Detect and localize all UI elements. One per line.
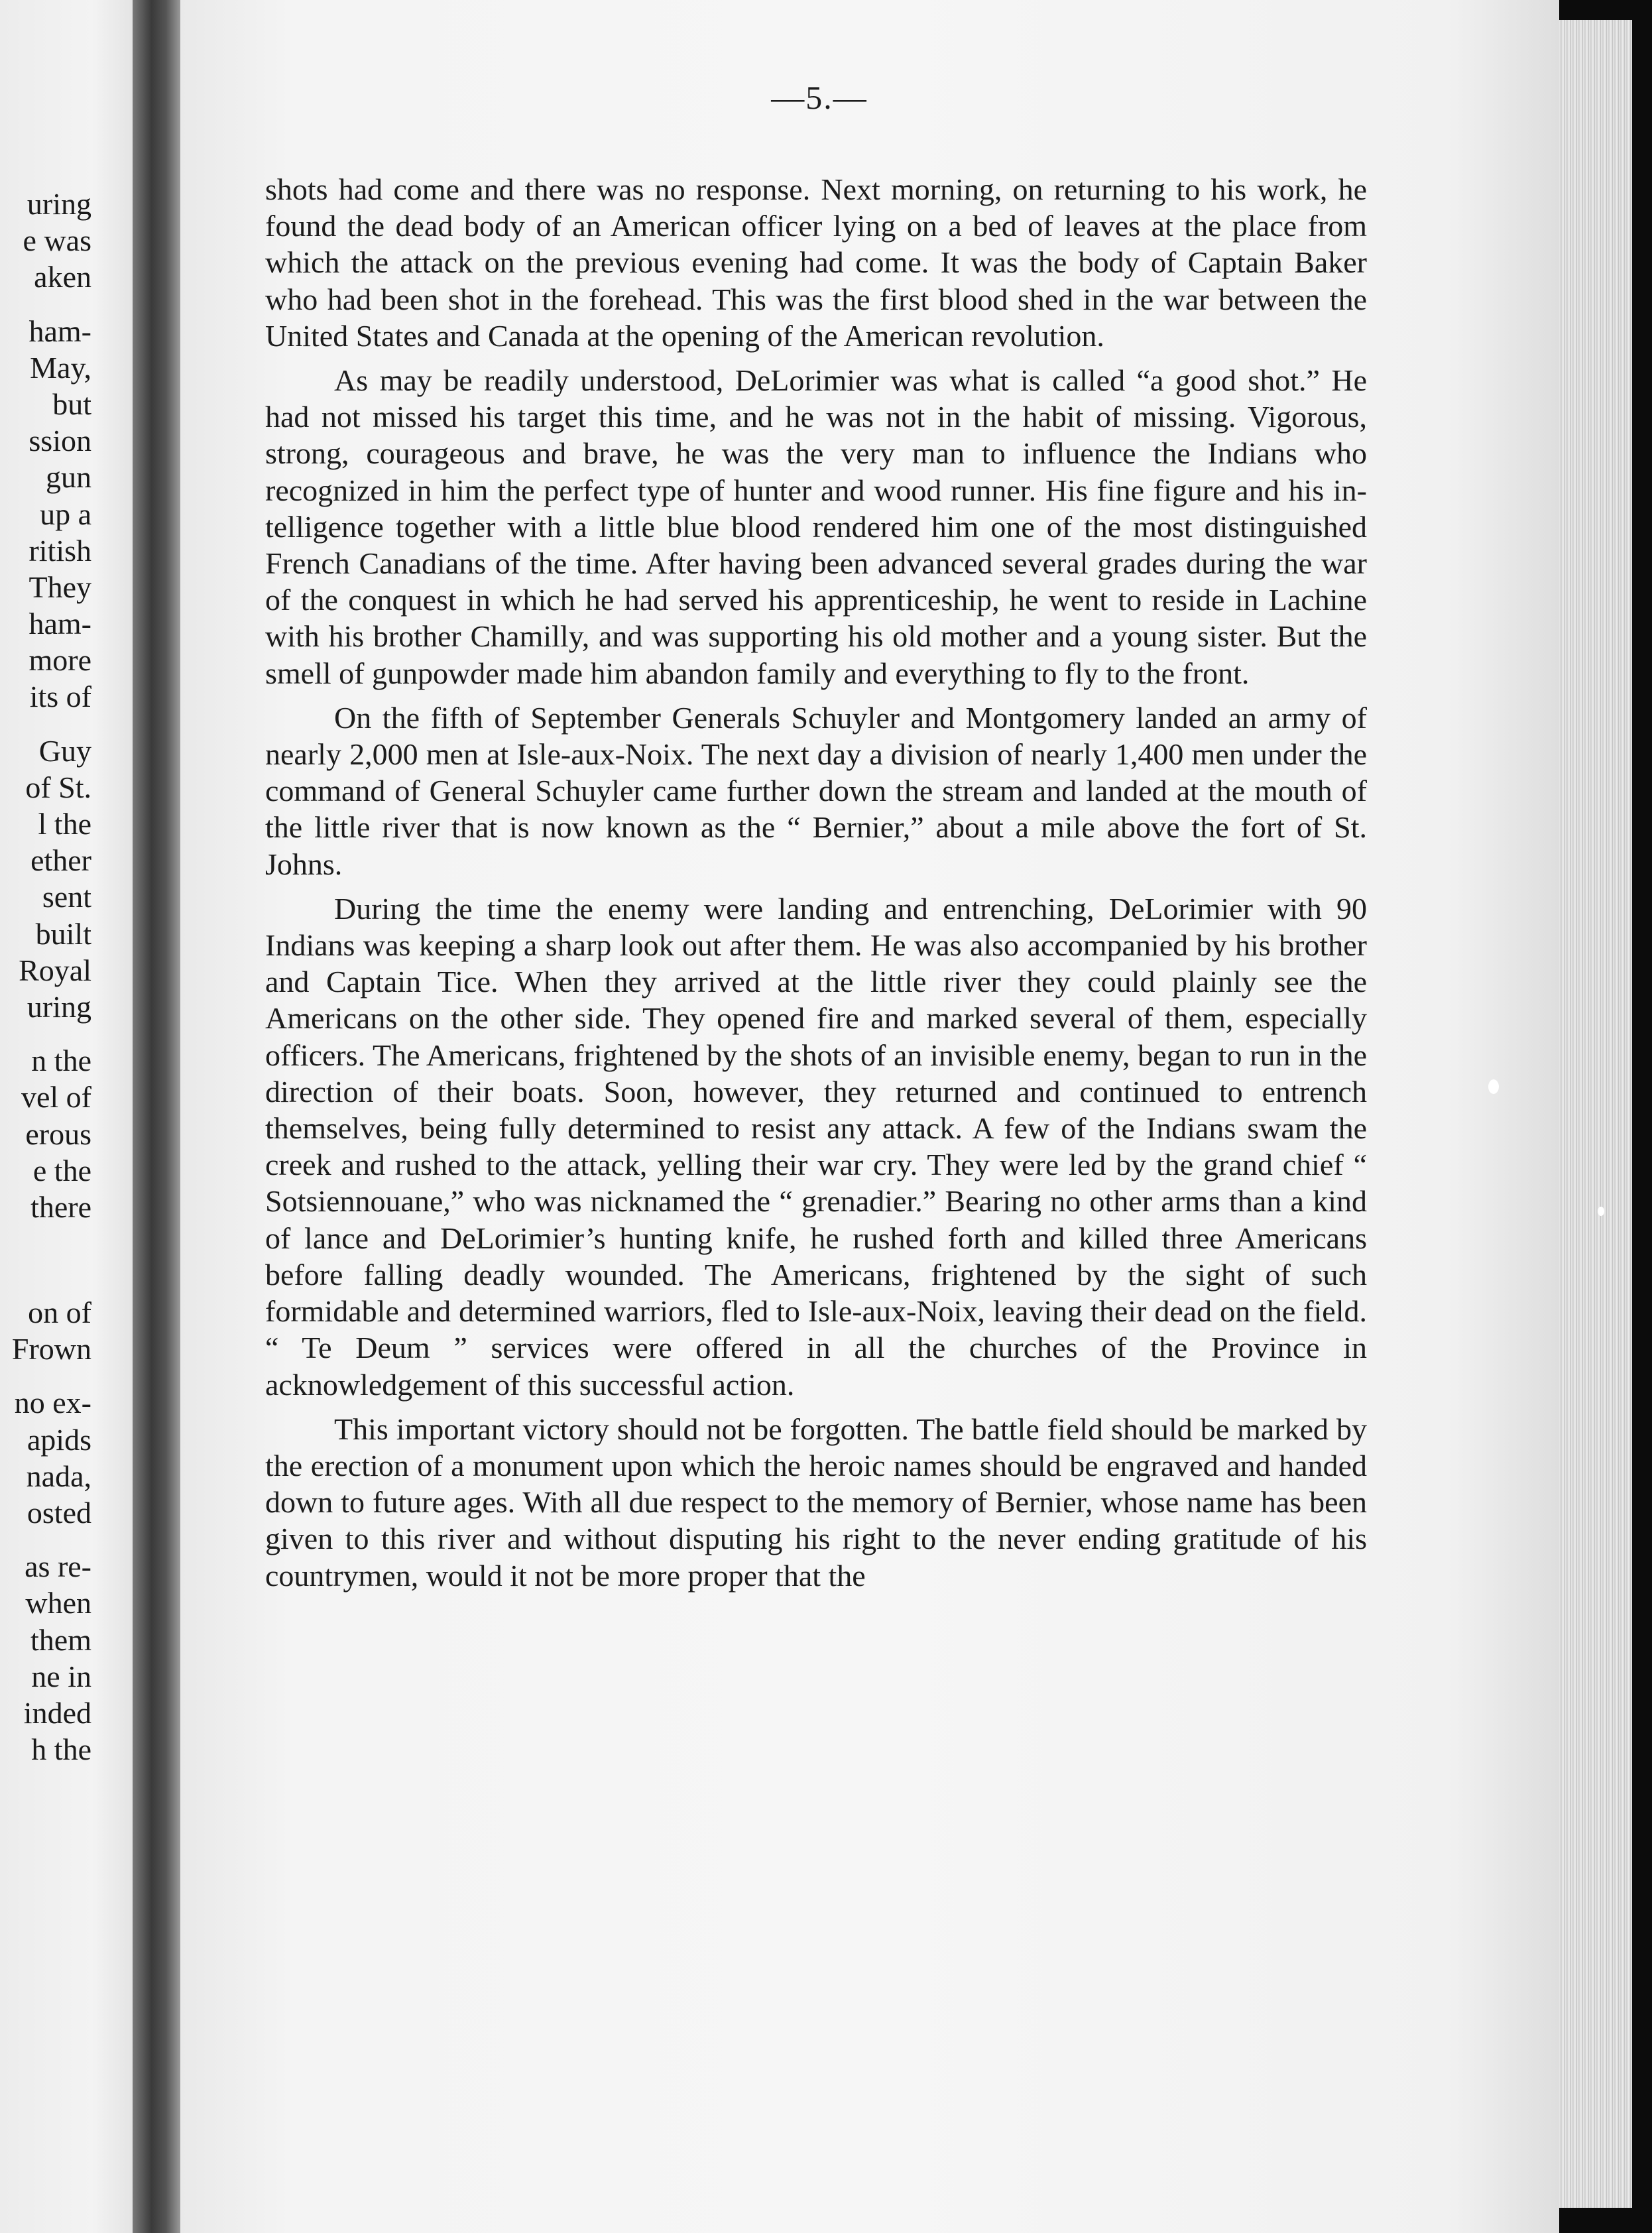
facing-page-line: aken bbox=[34, 260, 91, 294]
facing-page-line: sent bbox=[42, 880, 91, 914]
facing-page-line: uring bbox=[27, 989, 91, 1024]
paragraph-2: As may be readily understood, DeLorimier was what is called “a good shot.” He had not missed his target this time, and he was not in the habit of missing. Vigorous, strong, courageous and brave, he was the very man to influence the Indians who recognized in him the perfect type of hunter and wood runner. His fine figure and his intelligence together with a little blue blood rendered him one of the most distinguished French Canadians of the time. After having been advanced several grades during the war of the conquest in which he had served his apprenticeship, he went to reside in Lachine with his brother Chamilly, and was supporting his old mother and a young sister. But the smell of gunpowder made him abandon family and everything to fly to the front. bbox=[265, 363, 1367, 690]
facing-page-line: its of bbox=[29, 680, 91, 714]
scan-speck bbox=[1598, 1207, 1604, 1216]
facing-page-line: ether bbox=[30, 843, 91, 878]
facing-page-line: osted bbox=[27, 1496, 91, 1530]
facing-page-line: ham- bbox=[29, 314, 91, 348]
facing-page-line: ssion bbox=[29, 424, 91, 458]
facing-page-line: May, bbox=[30, 350, 91, 385]
facing-page-line: vel of bbox=[21, 1080, 91, 1115]
facing-page-line: h the bbox=[31, 1732, 91, 1767]
facing-page-line: built bbox=[35, 916, 91, 951]
facing-page-line: inded bbox=[23, 1695, 91, 1730]
page-number: —5.— bbox=[771, 79, 868, 116]
facing-page-line bbox=[0, 1225, 91, 1242]
facing-page-line bbox=[0, 1367, 91, 1384]
paragraph-4: During the time the enemy were landing and entrenching, DeLorimier with 90 Indians was keeping a sharp look out after them. He was also accompanied by his brother and Captain Tice. When they arrived at the little river they could plainly see the Americans on the other side. They opened fire and marked several of them, especially officers. The Americans, frightened by the shots of an invisible enemy, began to run in the direction of their boats. Soon, however, they returned and continued to entrench themselves, being fully determined to resist any attack. A few of the Indians swam the creek and rushed to the attack, yelling their war cry. They were led by the grand chief “ Sotsiennouane,” who was nicknamed the “ grenadier.” Bearing no other arms than a kind of lance and DeLorimier’s hunting knife, he rushed forth and killed three Americans before falling deadly wounded. The Americans, frightened by the sight of such formidable and determined warriors, fled to Isle-aux-Noix, leaving their dead on the field. “ Te Deum ” services were offered in all the churches of the Province in acknowledgement of this successful action. bbox=[265, 891, 1367, 1402]
facing-page-line: l the bbox=[38, 807, 91, 841]
page-edges bbox=[1559, 20, 1632, 2208]
facing-page-line: when bbox=[25, 1586, 91, 1620]
facing-page-line bbox=[0, 1531, 91, 1548]
facing-page-line: gun bbox=[46, 460, 91, 495]
facing-page-line: e was bbox=[23, 223, 91, 258]
facing-page-line bbox=[0, 1260, 91, 1277]
facing-page-line: Guy bbox=[38, 733, 91, 768]
facing-page-line: erous bbox=[25, 1116, 91, 1151]
facing-page-line: as re- bbox=[25, 1549, 91, 1584]
scan-speck bbox=[1488, 1079, 1499, 1094]
facing-page-line bbox=[0, 1242, 91, 1260]
facing-page-line bbox=[0, 1025, 91, 1042]
facing-page-line: ritish bbox=[29, 533, 91, 568]
facing-page-line: They bbox=[29, 570, 91, 604]
facing-page-line: n the bbox=[31, 1044, 91, 1078]
facing-page-line: on of bbox=[28, 1296, 91, 1330]
facing-page-line bbox=[0, 1277, 91, 1294]
paragraph-1: shots had come and there was no response. Next morning, on returning to his work, he found the dead body of an American officer lying on a bed of leaves at the place from which the attack on the previous evening had come. It was the body of Captain Baker who had been shot in the forehead. This was the first blood shed in the war between the United States and Canada at the opening of the American revolution. bbox=[265, 172, 1367, 353]
facing-page-line: e the bbox=[32, 1153, 91, 1187]
facing-page-line: nada, bbox=[26, 1459, 91, 1493]
facing-page-line: more bbox=[29, 643, 91, 678]
facing-page-line: ham- bbox=[29, 607, 91, 641]
facing-page-line: there bbox=[30, 1189, 91, 1224]
facing-page-line: Royal bbox=[19, 953, 91, 987]
facing-page-text bbox=[0, 186, 91, 1768]
facing-page-line: up a bbox=[40, 497, 91, 531]
facing-page-line bbox=[0, 715, 91, 733]
facing-page-line: uring bbox=[27, 187, 91, 221]
paragraph-3: On the fifth of September Generals Schuyler and Montgomery landed an army of nearly 2,000 men at Isle-aux-Noix. The next day a division of nearly 1,400 men under the command of General Schuyler came further down the stream and landed at the mouth of the little river that is now known as the “ Bernier,” about a mile above the fort of St. Johns. bbox=[265, 700, 1367, 881]
facing-page-line bbox=[0, 296, 91, 313]
body-text bbox=[265, 171, 1367, 1602]
facing-page bbox=[0, 0, 154, 2233]
facing-page-line: ne in bbox=[31, 1659, 91, 1693]
book-gutter bbox=[133, 0, 180, 2233]
facing-page-line: them bbox=[30, 1622, 91, 1657]
facing-page-line: of St. bbox=[25, 770, 91, 804]
paragraph-5: This important victory should not be forgotten. The battle field should be marked by the erection of a monument upon which the heroic names should be engraved and handed down to future ages. With all due respect to the memory of Bernier, whose name has been given to this river and without disputing his right to the never ending gratitude of his countrymen, would it not be more proper that the bbox=[265, 1412, 1367, 1593]
facing-page-line: Frown bbox=[11, 1332, 91, 1366]
facing-page-line: but bbox=[52, 387, 91, 421]
facing-page-line: no ex- bbox=[14, 1386, 91, 1420]
facing-page-line: apids bbox=[27, 1422, 91, 1457]
